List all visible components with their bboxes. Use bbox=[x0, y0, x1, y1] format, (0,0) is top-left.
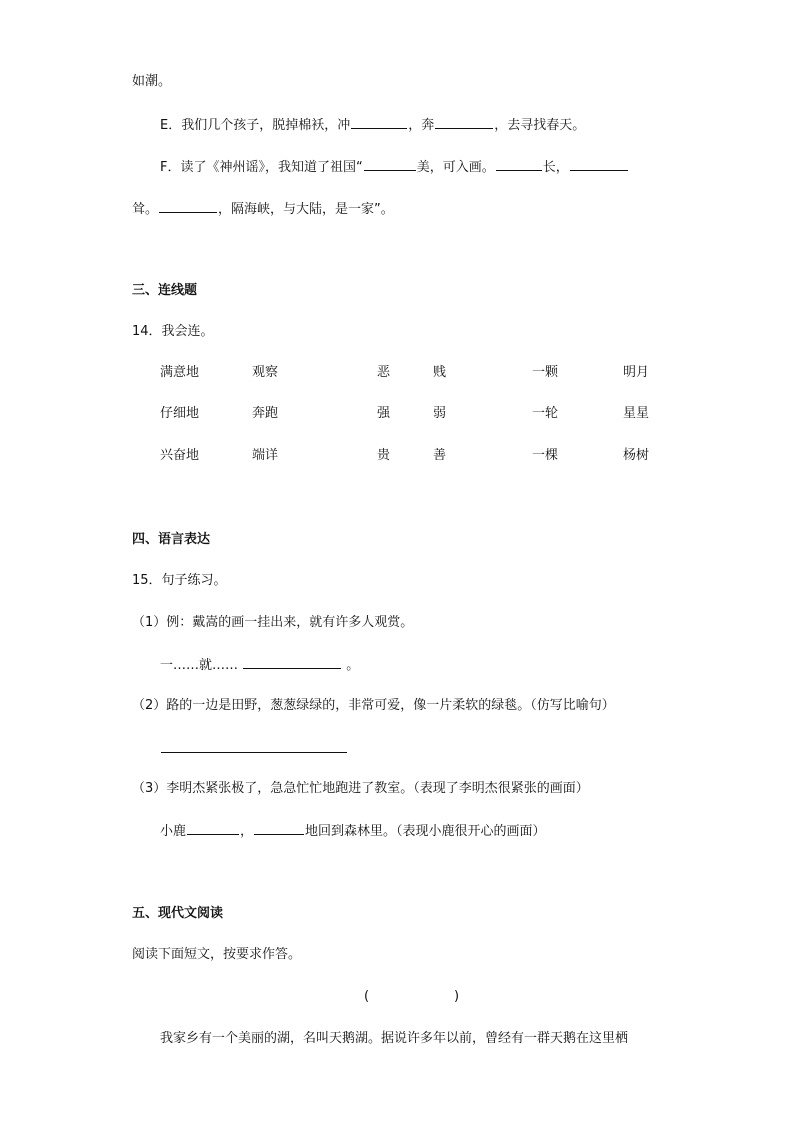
match-item[interactable]: 弱 bbox=[433, 406, 447, 421]
blank-f4[interactable] bbox=[159, 200, 217, 213]
passage-title-left-paren: ( bbox=[364, 989, 370, 1004]
item-e-suffix: ，去寻找春天。 bbox=[494, 118, 586, 133]
match-item[interactable]: 贵 bbox=[377, 448, 391, 463]
section5-title: 五、现代文阅读 bbox=[132, 906, 224, 921]
blank-q3b[interactable] bbox=[254, 822, 304, 835]
item-e-mid: ，奔 bbox=[408, 118, 435, 133]
passage-paragraph: 我家乡有一个美丽的湖，名叫天鹅湖。据说许多年以前，曾经有一群天鹅在这里栖 bbox=[160, 1031, 629, 1046]
item-f-line2-start: 耸。 bbox=[132, 202, 159, 217]
item-f-part2: 美，可入画。 bbox=[416, 160, 495, 175]
blank-e2[interactable] bbox=[435, 116, 493, 129]
item-f-line2-end: ，隔海峡，与大陆，是一家”。 bbox=[218, 202, 394, 217]
q2-answer-line bbox=[160, 740, 348, 758]
section3-title: 三、连线题 bbox=[132, 283, 198, 298]
blank-e1[interactable] bbox=[351, 116, 407, 129]
q1-answer-line bbox=[160, 656, 359, 674]
question-15-2: （2）路的一边是田野，葱葱绿绿的，非常可爱，像一片柔软的绿毯。（仿写比喻句） bbox=[132, 698, 615, 713]
match-item[interactable]: 杨树 bbox=[623, 448, 650, 463]
match-item[interactable]: 仔细地 bbox=[160, 406, 200, 421]
item-e bbox=[160, 116, 585, 134]
blank-q3a[interactable] bbox=[187, 822, 239, 835]
question-15: 15．句子练习。 bbox=[132, 573, 227, 588]
q3-start: 小鹿 bbox=[160, 824, 187, 839]
match-item[interactable]: 满意地 bbox=[160, 365, 200, 380]
match-item[interactable]: 善 bbox=[433, 448, 447, 463]
blank-q1[interactable] bbox=[243, 656, 341, 669]
item-f-line1 bbox=[160, 158, 629, 176]
question-14: 14．我会连。 bbox=[132, 324, 214, 339]
blank-q2[interactable] bbox=[161, 740, 347, 753]
section4-title: 四、语言表达 bbox=[132, 532, 211, 547]
item-e-prefix: E．我们几个孩子，脱掉棉袄，冲 bbox=[160, 118, 351, 133]
match-item[interactable]: 恶 bbox=[377, 365, 391, 380]
match-item[interactable]: 一棵 bbox=[532, 448, 559, 463]
passage-title-right-paren: ) bbox=[454, 989, 460, 1004]
match-item[interactable]: 一颗 bbox=[532, 365, 559, 380]
question-15-1: （1）例：戴嵩的画一挂出来，就有许多人观赏。 bbox=[132, 615, 414, 630]
item-f-prefix: F．读了《神州谣》，我知道了祖国“ bbox=[160, 160, 363, 175]
blank-f1[interactable] bbox=[364, 158, 416, 171]
item-f-line2 bbox=[132, 200, 394, 218]
q3-end: 地回到森林里。（表现小鹿很开心的画面） bbox=[305, 824, 546, 839]
item-f-part3: 长， bbox=[542, 160, 569, 175]
match-item[interactable]: 兴奋地 bbox=[160, 448, 200, 463]
blank-f2[interactable] bbox=[496, 158, 542, 171]
match-item[interactable]: 贱 bbox=[433, 365, 447, 380]
match-item[interactable]: 观察 bbox=[252, 365, 279, 380]
continued-text: 如潮。 bbox=[132, 74, 172, 89]
match-item[interactable]: 奔跑 bbox=[252, 406, 279, 421]
match-item[interactable]: 一轮 bbox=[532, 406, 559, 421]
match-item[interactable]: 强 bbox=[377, 406, 391, 421]
blank-f3[interactable] bbox=[570, 158, 628, 171]
match-item[interactable]: 明月 bbox=[623, 365, 650, 380]
q1-end: 。 bbox=[346, 658, 360, 673]
q1-pattern: 一……就…… bbox=[160, 658, 239, 673]
match-item[interactable]: 端详 bbox=[252, 448, 279, 463]
reading-instruction: 阅读下面短文，按要求作答。 bbox=[132, 947, 302, 962]
q3-mid: ， bbox=[240, 824, 254, 839]
match-item[interactable]: 星星 bbox=[623, 406, 650, 421]
q3-answer-line bbox=[160, 822, 546, 840]
question-15-3: （3）李明杰紧张极了，急急忙忙地跑进了教室。（表现了李明杰很紧张的画面） bbox=[132, 781, 589, 796]
